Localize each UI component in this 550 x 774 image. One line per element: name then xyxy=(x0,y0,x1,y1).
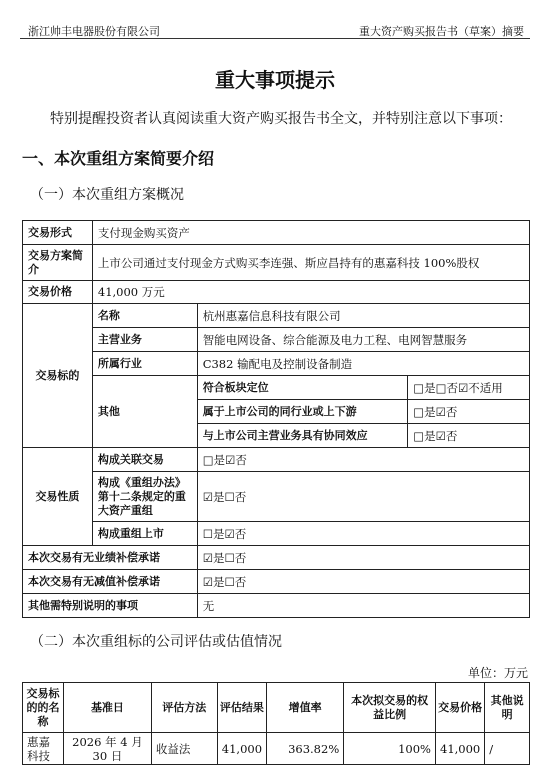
table-header-cell: 评估方法 xyxy=(151,683,217,733)
table-cell: 支付现金购买资产 xyxy=(92,221,529,245)
table-cell: 构成《重组办法》第十二条规定的重大资产重组 xyxy=(92,472,197,522)
table-cell: 本次交易有无业绩补偿承诺 xyxy=(23,546,198,570)
table-cell: 2026 年 4 月 30 日 xyxy=(64,733,152,765)
table-header-cell: 评估结果 xyxy=(217,683,266,733)
table-cell: 惠嘉科技 xyxy=(23,733,64,765)
table-cell: 其他需特别说明的事项 xyxy=(23,594,198,618)
table-cell: 交易性质 xyxy=(23,448,93,546)
table-cell: 主营业务 xyxy=(92,328,197,352)
table-cell: 构成重组上市 xyxy=(92,522,197,546)
subsection-heading: （二）本次重组标的公司评估或估值情况 xyxy=(30,634,282,650)
section-heading: 一、本次重组方案简要介绍 xyxy=(22,149,215,168)
table-header-cell: 基准日 xyxy=(64,683,152,733)
table-cell: 41,000 万元 xyxy=(92,281,529,304)
table-cell: 41,000 xyxy=(436,733,485,765)
table-cell: 与上市公司主营业务具有协同效应 xyxy=(197,424,408,448)
table-cell: ☑是☐否 xyxy=(197,472,529,522)
table-cell: 上市公司通过支付现金方式购买李连强、斯应昌持有的惠嘉科技 100%股权 xyxy=(92,245,529,281)
table-cell: 属于上市公司的同行业或上下游 xyxy=(197,400,408,424)
table-cell: □是☑否 xyxy=(408,400,530,424)
table-cell: 收益法 xyxy=(151,733,217,765)
table-cell: 交易价格 xyxy=(23,281,93,304)
table-cell: 100% xyxy=(344,733,436,765)
table-cell: 交易标的 xyxy=(23,304,93,448)
table-cell: 符合板块定位 xyxy=(197,376,408,400)
table-cell: ☑是☐否 xyxy=(197,570,529,594)
table-cell: 杭州惠嘉信息科技有限公司 xyxy=(197,304,529,328)
table-header-cell: 增值率 xyxy=(267,683,344,733)
table-cell: 其他 xyxy=(92,376,197,448)
table-cell: □是☑否 xyxy=(408,424,530,448)
table-cell: 交易方案简介 xyxy=(23,245,93,281)
document-title: 重大资产购买报告书（草案）摘要 xyxy=(359,25,524,38)
table-cell: 构成关联交易 xyxy=(92,448,197,472)
subsection-heading: （一）本次重组方案概况 xyxy=(30,187,184,203)
table-cell: 无 xyxy=(197,594,529,618)
page-header xyxy=(20,0,530,39)
table-header-cell: 其他说明 xyxy=(485,683,530,733)
company-name: 浙江帅丰电器股份有限公司 xyxy=(28,25,160,38)
table-cell: □是☑否 xyxy=(197,448,529,472)
table-cell: 363.82% xyxy=(267,733,344,765)
table-cell: 41,000 xyxy=(217,733,266,765)
intro-paragraph: 特别提醒投资者认真阅读重大资产购买报告书全文，并特别注意以下事项： xyxy=(50,111,512,127)
plan-overview-table xyxy=(22,220,530,618)
table-cell: ☐是☑否 xyxy=(197,522,529,546)
table-cell: 本次交易有无减值补偿承诺 xyxy=(23,570,198,594)
table-cell: 所属行业 xyxy=(92,352,197,376)
table-header-cell: 交易标的的名称 xyxy=(23,683,64,733)
table-cell: 交易形式 xyxy=(23,221,93,245)
table-cell: C382 输配电及控制设备制造 xyxy=(197,352,529,376)
table-cell: / xyxy=(485,733,530,765)
table-cell: □是□否☑不适用 xyxy=(408,376,530,400)
table-cell: 名称 xyxy=(92,304,197,328)
page-title: 重大事项提示 xyxy=(215,68,335,92)
valuation-table xyxy=(22,682,530,765)
table-header-cell: 本次拟交易的权益比例 xyxy=(344,683,436,733)
table-cell: ☑是☐否 xyxy=(197,546,529,570)
unit-label: 单位：万元 xyxy=(467,666,528,680)
table-cell: 智能电网设备、综合能源及电力工程、电网智慧服务 xyxy=(197,328,529,352)
table-header-cell: 交易价格 xyxy=(436,683,485,733)
